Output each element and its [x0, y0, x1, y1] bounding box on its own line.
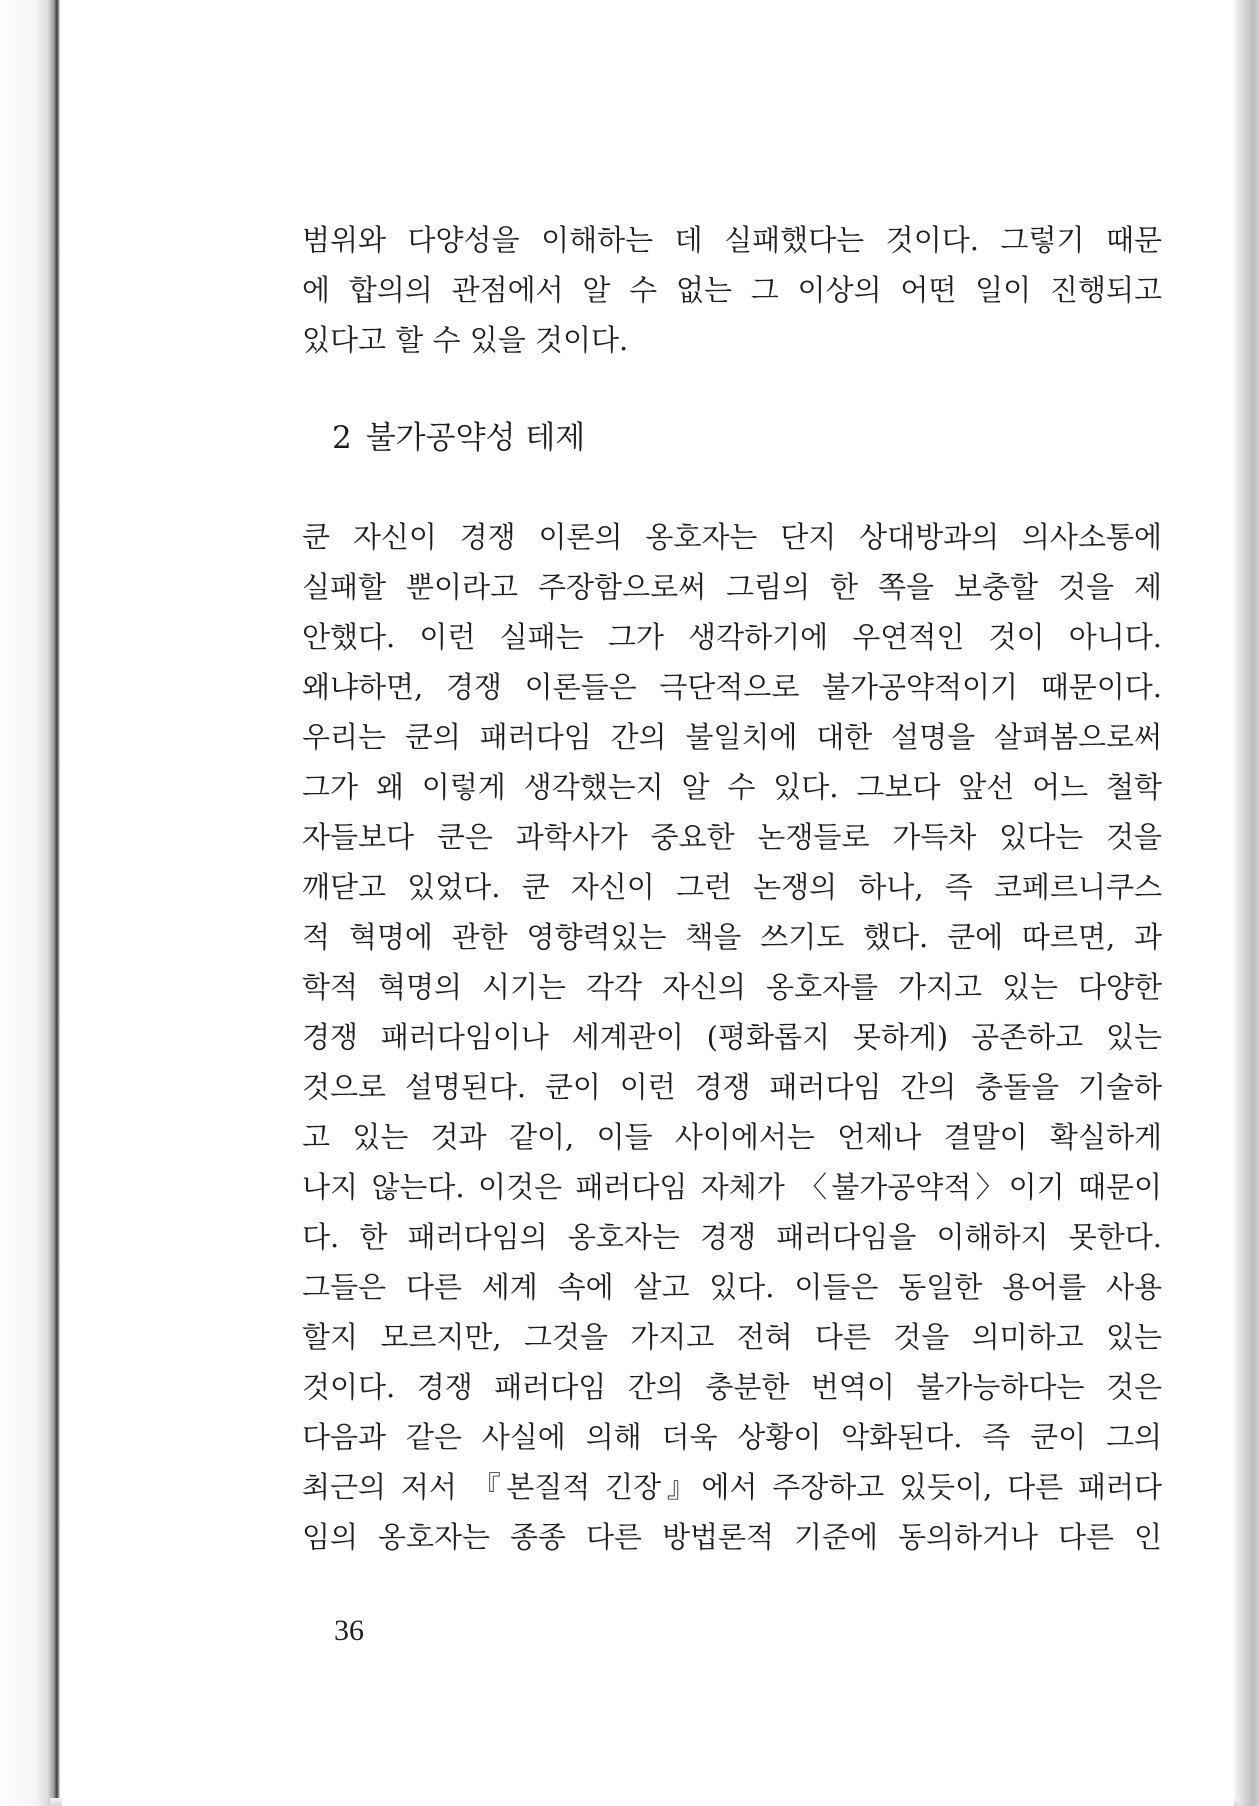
- text-line: 깨닫고 있었다. 쿤 자신이 그런 논쟁의 하나, 즉 코페르니쿠스: [302, 870, 1162, 904]
- text-line: 그들은 다른 세계 속에 살고 있다. 이들은 동일한 용어를 사용: [302, 1270, 1162, 1304]
- text-line: 경쟁 패러다임이나 세계관이 (평화롭지 못하게) 공존하고 있는: [302, 1020, 1162, 1054]
- page-stack-edge: [1235, 0, 1259, 1806]
- text-line: 다. 한 패러다임의 옹호자는 경쟁 패러다임을 이해하지 못한다.: [302, 1220, 1162, 1254]
- text-line: 다음과 같은 사실에 의해 더욱 상황이 악화된다. 즉 쿤이 그의: [302, 1420, 1162, 1454]
- text-line: 그가 왜 이렇게 생각했는지 알 수 있다. 그보다 앞선 어느 철학: [302, 770, 1162, 804]
- text-line: 학적 혁명의 시기는 각각 자신의 옹호자를 가지고 있는 다양한: [302, 970, 1162, 1004]
- text-line: 할지 모르지만, 그것을 가지고 전혀 다른 것을 의미하고 있는: [302, 1320, 1162, 1354]
- text-line: 왜냐하면, 경쟁 이론들은 극단적으로 불가공약적이기 때문이다.: [302, 670, 1162, 704]
- section-title: 불가공약성 테제: [365, 420, 586, 456]
- text-line: 것으로 설명된다. 쿤이 이런 경쟁 패러다임 간의 충돌을 기술하: [302, 1070, 1162, 1104]
- text-line: 우리는 쿤의 패러다임 간의 불일치에 대한 설명을 살펴봄으로써: [302, 720, 1162, 754]
- book-binding-edge: [0, 0, 60, 1806]
- text-line: 고 있는 것과 같이, 이들 사이에서는 언제나 결말이 확실하게: [302, 1120, 1162, 1154]
- text-line: 최근의 저서 『본질적 긴장』에서 주장하고 있듯이, 다른 패러다: [302, 1470, 1162, 1504]
- main-paragraph: [302, 512, 1162, 1562]
- section-number: 2: [332, 420, 352, 456]
- text-line: 쿤 자신이 경쟁 이론의 옹호자는 단지 상대방과의 의사소통에: [302, 520, 1162, 554]
- text-line: 안했다. 이런 실패는 그가 생각하기에 우연적인 것이 아니다.: [302, 620, 1162, 654]
- text-line: 나지 않는다. 이것은 패러다임 자체가 〈불가공약적〉이기 때문이: [302, 1170, 1162, 1204]
- text-line: 실패할 뿐이라고 주장함으로써 그림의 한 쪽을 보충할 것을 제: [302, 570, 1162, 604]
- page-number: 36: [334, 1614, 364, 1647]
- text-line: 것이다. 경쟁 패러다임 간의 충분한 번역이 불가능하다는 것은: [302, 1370, 1162, 1404]
- text-line: 임의 옹호자는 종종 다른 방법론적 기준에 동의하거나 다른 인: [302, 1520, 1162, 1554]
- text-line: 에 합의의 관점에서 알 수 없는 그 이상의 어떤 일이 진행되고: [302, 273, 1162, 307]
- section-heading: [332, 413, 585, 463]
- intro-paragraph: [302, 215, 1162, 365]
- text-line: 있다고 할 수 있을 것이다.: [302, 323, 629, 357]
- text-line: 자들보다 쿤은 과학사가 중요한 논쟁들로 가득차 있다는 것을: [302, 820, 1162, 854]
- text-line: 범위와 다양성을 이해하는 데 실패했다는 것이다. 그렇기 때문: [302, 223, 1162, 257]
- book-page: [62, 0, 1234, 1806]
- text-line: 적 혁명에 관한 영향력있는 책을 쓰기도 했다. 쿤에 따르면, 과: [302, 920, 1162, 954]
